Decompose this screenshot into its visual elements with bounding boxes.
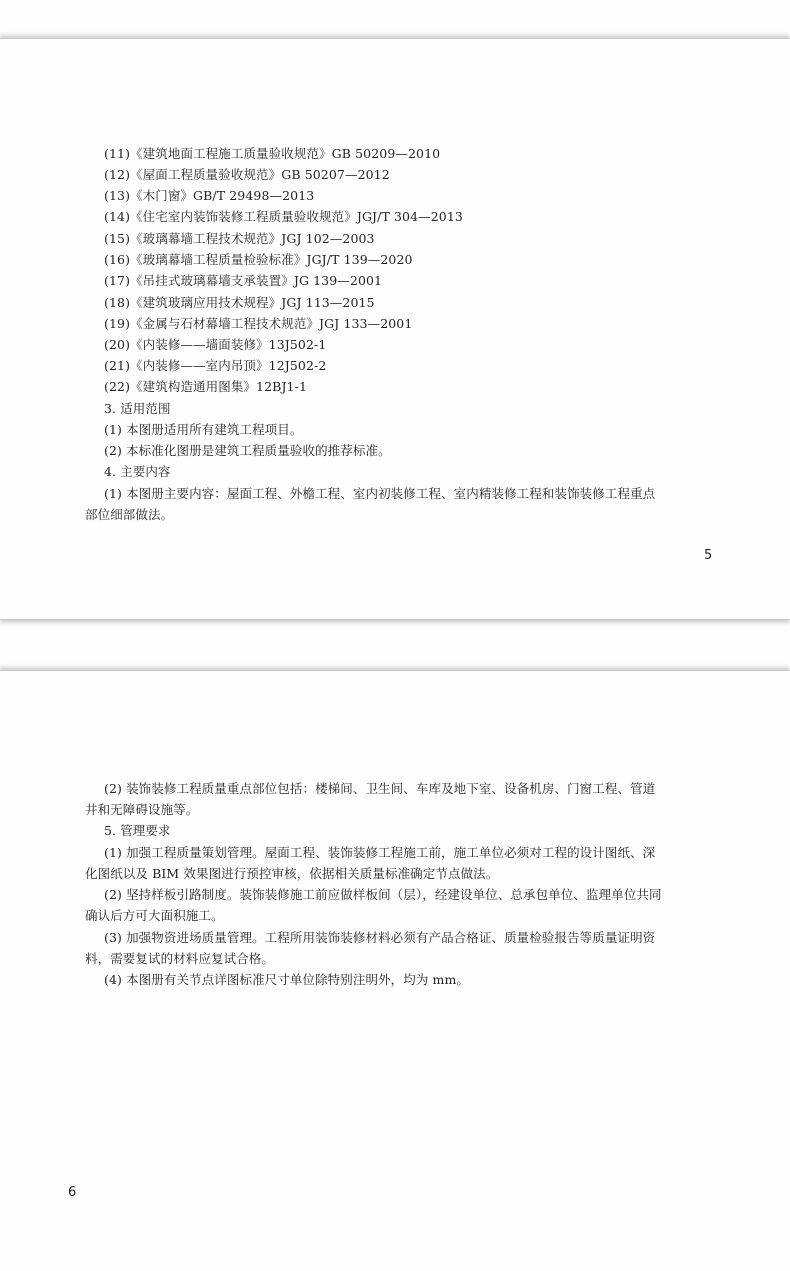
scope-item-1: (1) 本图册适用所有建筑工程项目。 <box>104 422 303 437</box>
management-item-2: (2) 坚持样板引路制度。装饰装修施工前应做样板间（层），经建设单位、总承包单位、监理单位共同 <box>104 887 662 902</box>
management-item-1-continuation: 化图纸以及 BIM 效果图进行预控审核，依据相关质量标准确定节点做法。 <box>85 866 499 881</box>
reference-item-17: (17)《吊挂式玻璃幕墙支承装置》JG 139—2001 <box>104 273 383 288</box>
section-heading-scope: 3. 适用范围 <box>104 401 171 416</box>
management-item-1: (1) 加强工程质量策划管理。屋面工程、装饰装修工程施工前，施工单位必须对工程的设计图纸、深 <box>104 845 656 860</box>
content-item-1: (1) 本图册主要内容：屋面工程、外檐工程、室内初装修工程、室内精装修工程和装饰装修工程重点 <box>104 486 656 501</box>
management-item-3-continuation: 料，需要复试的材料应复试合格。 <box>85 951 275 966</box>
reference-item-22: (22)《建筑构造通用图集》12BJ1-1 <box>104 379 307 394</box>
page-6 <box>0 670 790 1271</box>
reference-item-19: (19)《金属与石材幕墙工程技术规范》JGJ 133—2001 <box>104 316 413 331</box>
reference-item-12: (12)《屋面工程质量验收规范》GB 50207—2012 <box>104 167 390 182</box>
reference-item-14: (14)《住宅室内装饰装修工程质量验收规范》JGJ/T 304—2013 <box>104 209 463 224</box>
reference-item-20: (20)《内装修——墙面装修》13J502-1 <box>104 337 327 352</box>
reference-item-18: (18)《建筑玻璃应用技术规程》JGJ 113—2015 <box>104 295 375 310</box>
section-heading-content: 4. 主要内容 <box>104 464 171 479</box>
reference-item-11: (11)《建筑地面工程施工质量验收规范》GB 50209—2010 <box>104 146 441 161</box>
reference-item-21: (21)《内装修——室内吊顶》12J502-2 <box>104 358 327 373</box>
management-item-3: (3) 加强物资进场质量管理。工程所用装饰装修材料必须有产品合格证、质量检验报告等质量证明资 <box>104 930 656 945</box>
page-5 <box>0 38 790 620</box>
content-item-2-continuation: 井和无障碍设施等。 <box>85 802 199 817</box>
management-item-2-continuation: 确认后方可大面积施工。 <box>85 908 224 923</box>
page-number: 5 <box>704 548 713 563</box>
reference-item-13: (13)《木门窗》GB/T 29498—2013 <box>104 188 315 203</box>
management-item-4: (4) 本图册有关节点详图标准尺寸单位除特别注明外，均为 mm。 <box>104 972 470 987</box>
content-item-1-continuation: 部位细部做法。 <box>85 507 174 522</box>
section-heading-management: 5. 管理要求 <box>104 823 171 838</box>
reference-item-15: (15)《玻璃幕墙工程技术规范》JGJ 102—2003 <box>104 231 375 246</box>
reference-item-16: (16)《玻璃幕墙工程质量检验标准》JGJ/T 139—2020 <box>104 252 413 267</box>
page-number: 6 <box>68 1185 77 1200</box>
content-item-2: (2) 装饰装修工程质量重点部位包括：楼梯间、卫生间、车库及地下室、设备机房、门窗工程、管道 <box>104 781 656 796</box>
scope-item-2: (2) 本标准化图册是建筑工程质量验收的推荐标准。 <box>104 443 391 458</box>
